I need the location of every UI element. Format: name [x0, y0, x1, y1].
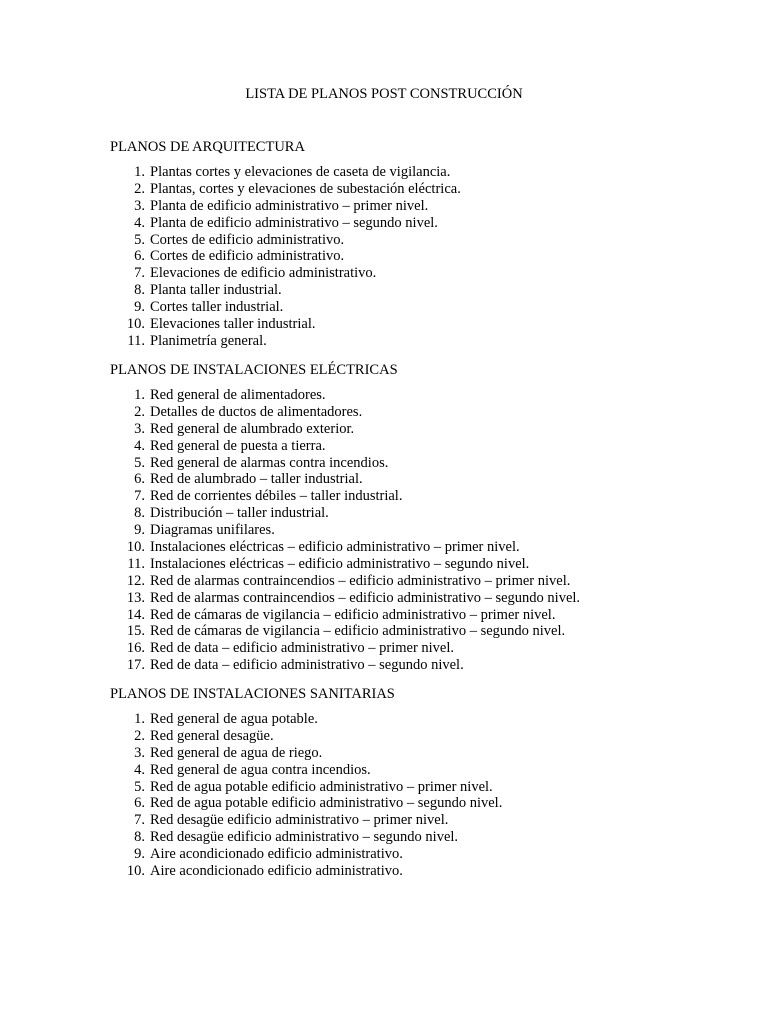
list-item-number: 10. — [126, 316, 145, 333]
list-item — [110, 387, 580, 404]
list-item-number: 2. — [134, 180, 145, 197]
list-item — [110, 711, 502, 728]
list-item-text: Red general de alimentadores. — [150, 387, 326, 403]
list-item — [110, 404, 580, 421]
list-item-text: Red desagüe edificio administrativo – primer nivel. — [150, 812, 449, 829]
list-item — [110, 573, 580, 590]
list-item-number: 11. — [127, 555, 145, 572]
list-item-text: Distribución – taller industrial. — [150, 505, 329, 522]
list-item-number: 7. — [134, 265, 145, 282]
list-item-number: 1. — [134, 711, 145, 727]
list-item-number: 10. — [126, 539, 145, 556]
list-item-number: 8. — [134, 282, 145, 299]
list-item-number: 11. — [127, 332, 145, 349]
list-item-text: Red general desagüe. — [150, 727, 274, 744]
section-heading-sanitarias: PLANOS DE INSTALACIONES SANITARIAS — [110, 686, 395, 702]
list-item — [110, 623, 580, 640]
list-item — [110, 505, 580, 522]
list-item — [110, 829, 502, 846]
list-item-text: Red de alarmas contraincendios – edificio administrativo – segundo nivel. — [150, 589, 581, 606]
list-item — [110, 248, 461, 265]
document-title: LISTA DE PLANOS POST CONSTRUCCIÓN — [245, 86, 523, 102]
list-item-number: 3. — [134, 744, 145, 761]
list-item — [110, 728, 502, 745]
list-item — [110, 232, 461, 249]
list-item-number: 10. — [126, 863, 145, 880]
list-item — [110, 846, 502, 863]
list-item-text: Red desagüe edificio administrativo – segundo nivel. — [150, 829, 459, 846]
section-heading-arquitectura: PLANOS DE ARQUITECTURA — [110, 139, 305, 155]
list-item — [110, 215, 461, 232]
list-item-number: 9. — [134, 846, 145, 863]
list-item-text: Instalaciones eléctricas – edificio administrativo – primer nivel. — [150, 539, 520, 556]
list-item-number: 8. — [134, 505, 145, 522]
list-item — [110, 421, 580, 438]
list-item — [110, 265, 461, 282]
plan-list-arquitectura — [110, 164, 461, 350]
list-item — [110, 779, 502, 796]
plan-list-sanitarias — [110, 711, 502, 880]
list-item — [110, 198, 461, 215]
list-item-text: Elevaciones de edificio administrativo. — [150, 265, 377, 282]
list-item — [110, 455, 580, 472]
list-item-text: Cortes de edificio administrativo. — [150, 248, 345, 265]
list-item-number: 6. — [134, 795, 145, 812]
list-item — [110, 640, 580, 657]
section-heading-electricas: PLANOS DE INSTALACIONES ELÉCTRICAS — [110, 362, 398, 378]
list-item-number: 7. — [134, 812, 145, 829]
list-item-number: 16. — [126, 640, 145, 657]
list-item-number: 4. — [134, 437, 145, 454]
list-item-number: 6. — [134, 471, 145, 488]
list-item-text: Plantas cortes y elevaciones de caseta de vigilancia. — [150, 164, 451, 180]
list-item-text: Red general de agua de riego. — [150, 744, 323, 761]
list-item-text: Red general de agua contra incendios. — [150, 761, 371, 778]
list-item-text: Plantas, cortes y elevaciones de subestación eléctrica. — [150, 180, 461, 197]
list-item-text: Red de cámaras de vigilancia – edificio administrativo – segundo nivel. — [150, 623, 566, 640]
list-item-text: Elevaciones taller industrial. — [150, 316, 316, 333]
list-item-number: 3. — [134, 197, 145, 214]
list-item-number: 13. — [126, 589, 145, 606]
list-item-number: 2. — [134, 727, 145, 744]
list-item-number: 5. — [134, 454, 145, 471]
list-item — [110, 762, 502, 779]
list-item — [110, 316, 461, 333]
list-item-text: Red de alumbrado – taller industrial. — [150, 471, 363, 488]
list-item-text: Detalles de ductos de alimentadores. — [150, 403, 363, 420]
list-item-text: Planimetría general. — [150, 332, 267, 349]
list-item-number: 14. — [126, 606, 145, 623]
list-item — [110, 590, 580, 607]
list-item-text: Aire acondicionado edificio administrativo. — [150, 846, 403, 863]
list-item-text: Planta taller industrial. — [150, 282, 282, 299]
list-item-number: 8. — [134, 829, 145, 846]
list-item-text: Planta de edificio administrativo – segundo nivel. — [150, 214, 438, 231]
list-item — [110, 164, 461, 181]
list-item-text: Diagramas unifilares. — [150, 522, 275, 539]
list-item-text: Aire acondicionado edificio administrativo. — [150, 863, 403, 880]
list-item-number: 4. — [134, 214, 145, 231]
list-item — [110, 333, 461, 350]
list-item-text: Instalaciones eléctricas – edificio administrativo – segundo nivel. — [150, 555, 530, 572]
list-item-number: 2. — [134, 403, 145, 420]
list-item-text: Red de data – edificio administrativo – primer nivel. — [150, 640, 455, 657]
list-item-number: 6. — [134, 248, 145, 265]
list-item-text: Planta de edificio administrativo – primer nivel. — [150, 197, 429, 214]
list-item — [110, 522, 580, 539]
list-item-number: 3. — [134, 420, 145, 437]
list-item-text: Cortes taller industrial. — [150, 299, 284, 316]
list-item — [110, 488, 580, 505]
list-item-text: Red general de puesta a tierra. — [150, 437, 326, 454]
list-item-number: 4. — [134, 761, 145, 778]
list-item — [110, 607, 580, 624]
list-item — [110, 556, 580, 573]
list-item — [110, 657, 580, 674]
list-item-text: Red de alarmas contraincendios – edificio administrativo – primer nivel. — [150, 572, 571, 589]
list-item-text: Red general de alumbrado exterior. — [150, 420, 355, 437]
list-item-number: 12. — [126, 572, 145, 589]
list-item — [110, 181, 461, 198]
list-item-number: 5. — [134, 231, 145, 248]
list-item-text: Red de agua potable edificio administrativo – segundo nivel. — [150, 795, 503, 812]
list-item-text: Red de agua potable edificio administrativo – primer nivel. — [150, 778, 493, 795]
list-item-text: Red general de agua potable. — [150, 711, 318, 727]
list-item-text: Red de cámaras de vigilancia – edificio administrativo – primer nivel. — [150, 606, 556, 623]
list-item-number: 15. — [126, 623, 145, 640]
list-item — [110, 812, 502, 829]
list-item — [110, 863, 502, 880]
list-item — [110, 539, 580, 556]
list-item — [110, 438, 580, 455]
list-item-number: 7. — [134, 488, 145, 505]
list-item-text: Cortes de edificio administrativo. — [150, 231, 345, 248]
list-item-number: 9. — [134, 522, 145, 539]
list-item-number: 1. — [134, 387, 145, 403]
list-item — [110, 282, 461, 299]
list-item-text: Red de data – edificio administrativo – segundo nivel. — [150, 657, 464, 674]
list-item-text: Red general de alarmas contra incendios. — [150, 454, 389, 471]
list-item — [110, 745, 502, 762]
list-item-number: 17. — [126, 657, 145, 674]
list-item-number: 1. — [134, 164, 145, 180]
list-item — [110, 299, 461, 316]
list-item — [110, 471, 580, 488]
plan-list-electricas — [110, 387, 580, 674]
list-item — [110, 795, 502, 812]
list-item-number: 5. — [134, 778, 145, 795]
list-item-text: Red de corrientes débiles – taller industrial. — [150, 488, 403, 505]
list-item-number: 9. — [134, 299, 145, 316]
